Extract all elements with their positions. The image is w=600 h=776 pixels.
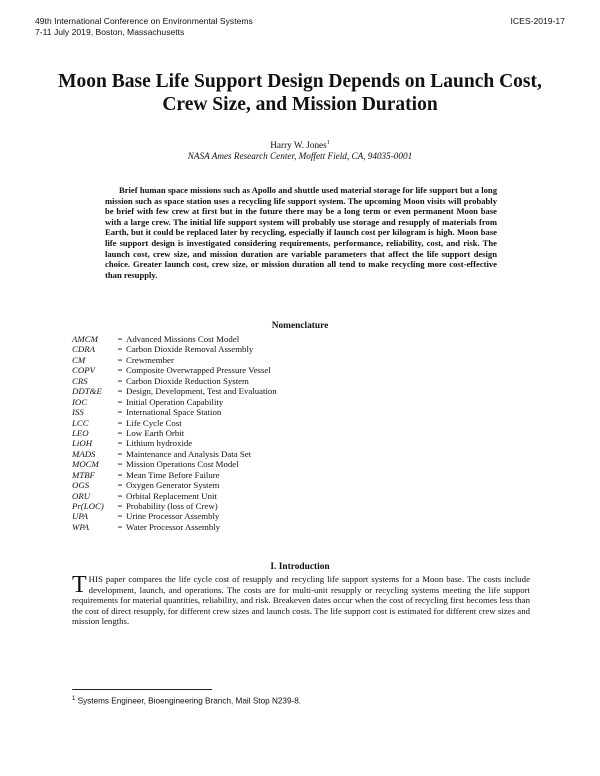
nomenclature-equals: = xyxy=(117,448,123,459)
nomenclature-definition: Low Earth Orbit xyxy=(126,427,185,438)
paper-title xyxy=(40,70,560,116)
nomenclature-definition: Oxygen Generator System xyxy=(126,480,220,491)
introduction-heading: I. Introduction xyxy=(270,562,330,572)
nomenclature-equals: = xyxy=(117,417,123,428)
nomenclature-definition: Lithium hydroxide xyxy=(126,438,193,449)
nomenclature-equals: = xyxy=(117,427,123,438)
nomenclature-equals: = xyxy=(117,334,123,344)
nomenclature-definition: Urine Processor Assembly xyxy=(126,511,220,522)
nomenclature-equals: = xyxy=(117,438,123,449)
author-affiliation: NASA Ames Research Center, Moffett Field, CA, 94035-0001 xyxy=(187,151,413,162)
nomenclature-row xyxy=(72,355,277,365)
abstract: Brief human space missions such as Apollo and shuttle used material storage for life support but a long mission such as space station uses a recycling life support system. The upcoming Moon visits will probably be brief with few crew at first but in the future there may be a long term or even permanent Moon base with a large crew. The initial life support system will probably use storage and resupply of materials from Earth, but it could be replaced later by recycling, especially if launch cost per kilogram is high. Moon base life support design is investigated considering requirements, performance, reliability, cost, and risk. The launch cost, crew size, and mission duration are variable parameters that affect the life support design choice. Greater launch cost, crew size, or mission duration all tend to make recycling more cost-effective than resupply. xyxy=(105,185,497,280)
footnote-text: Systems Engineer, Bioengineering Branch, Mail Stop N239-8. xyxy=(77,696,302,706)
nomenclature-equals: = xyxy=(117,375,123,386)
nomenclature-abbreviation: AMCM xyxy=(72,334,98,344)
nomenclature-abbreviation: WPA xyxy=(72,521,89,532)
nomenclature-equals: = xyxy=(117,396,123,407)
nomenclature-definition: Carbon Dioxide Reduction System xyxy=(126,375,249,386)
nomenclature-definition: Water Processor Assembly xyxy=(126,521,221,532)
nomenclature-equals: = xyxy=(117,469,123,480)
nomenclature-equals: = xyxy=(117,480,123,491)
nomenclature-heading: Nomenclature xyxy=(271,321,329,331)
nomenclature-abbreviation: MADS xyxy=(72,448,96,459)
nomenclature-definition: Advanced Missions Cost Model xyxy=(126,334,240,344)
nomenclature-equals: = xyxy=(117,354,123,365)
nomenclature-equals: = xyxy=(117,459,123,470)
nomenclature-row xyxy=(72,407,277,417)
nomenclature-definition: International Space Station xyxy=(126,407,222,418)
nomenclature-row xyxy=(72,438,277,448)
nomenclature-equals: = xyxy=(117,365,123,376)
nomenclature-row xyxy=(72,365,277,375)
nomenclature-row xyxy=(72,511,277,521)
nomenclature-definition: Maintenance and Analysis Data Set xyxy=(126,448,252,459)
drop-cap: T xyxy=(72,572,87,598)
nomenclature-equals: = xyxy=(117,407,123,418)
conference-name: 49th International Conference on Environmental Systems xyxy=(35,16,253,26)
footnote xyxy=(72,696,301,706)
nomenclature-abbreviation: ISS xyxy=(72,407,84,418)
nomenclature-abbreviation: DDT&E xyxy=(72,386,102,397)
nomenclature-row xyxy=(72,397,277,407)
conference-header xyxy=(35,16,253,38)
nomenclature-list xyxy=(72,334,277,532)
nomenclature-definition: Crewmember xyxy=(126,354,174,365)
nomenclature-definition: Mean Time Before Failure xyxy=(126,469,220,480)
nomenclature-equals: = xyxy=(117,501,123,511)
nomenclature-abbreviation: MOCM xyxy=(72,459,99,470)
nomenclature-abbreviation: IOC xyxy=(72,396,88,407)
nomenclature-row xyxy=(72,459,277,469)
nomenclature-row xyxy=(72,386,277,396)
nomenclature-definition: Probability (loss of Crew) xyxy=(126,501,218,511)
introduction-body: HIS paper compares the life cycle cost of resupply and recycling life support systems for a Moon base. The costs include development, launch, and operations. The costs are for multi-unit resupply or recycling systems meeting the life support requirements for material quantities, reliability, and risk. Breakeven dates occur when the cost of recycling first becomes less than the cost of direct resupply, for different crew sizes and launch costs. The life support cost is estimated for different crew sizes and mission lengths. xyxy=(72,574,530,627)
nomenclature-abbreviation: MTBF xyxy=(72,469,95,480)
nomenclature-row xyxy=(72,376,277,386)
nomenclature-row xyxy=(72,491,277,501)
title-line-2b: , and Mission Duration xyxy=(245,94,438,115)
introduction-paragraph xyxy=(72,574,530,627)
nomenclature-row xyxy=(72,428,277,438)
conference-dates: 7-11 July 2019, Boston, Massachusetts xyxy=(35,27,185,37)
author-name-line xyxy=(0,138,600,151)
nomenclature-equals: = xyxy=(117,344,123,355)
nomenclature-row xyxy=(72,522,277,532)
title-line-1: Moon Base Life Support Design Depends on Launch Cost, xyxy=(58,71,542,92)
author-footnote-mark: 1 xyxy=(326,140,330,146)
nomenclature-definition: Design, Development, Test and Evaluation xyxy=(126,386,277,397)
nomenclature-equals: = xyxy=(117,490,123,501)
nomenclature-definition: Carbon Dioxide Removal Assembly xyxy=(126,344,254,355)
nomenclature-row xyxy=(72,501,277,511)
nomenclature-abbreviation: OGS xyxy=(72,480,90,491)
nomenclature-row xyxy=(72,470,277,480)
nomenclature-equals: = xyxy=(117,386,123,397)
nomenclature-definition: Initial Operation Capability xyxy=(126,396,224,407)
nomenclature-definition: Mission Operations Cost Model xyxy=(126,459,239,470)
footnote-mark: 1 xyxy=(72,696,76,702)
nomenclature-abbreviation: LCC xyxy=(72,417,89,428)
nomenclature-abbreviation: CM xyxy=(72,354,86,365)
footnote-divider xyxy=(72,689,212,690)
nomenclature-equals: = xyxy=(117,511,123,522)
title-line-2 xyxy=(40,93,560,116)
nomenclature-definition: Orbital Replacement Unit xyxy=(126,490,217,501)
title-line-2a: Crew Size xyxy=(162,94,246,115)
nomenclature-definition: Life Cycle Cost xyxy=(126,417,182,428)
nomenclature-row xyxy=(72,334,277,344)
paper-id: ICES-2019-17 xyxy=(510,16,565,26)
nomenclature-abbreviation: LEO xyxy=(72,427,89,438)
author-name: Harry W. Jones xyxy=(270,140,327,151)
nomenclature-row xyxy=(72,344,277,354)
nomenclature-abbreviation: LiOH xyxy=(72,438,93,449)
nomenclature-equals: = xyxy=(117,521,123,532)
nomenclature-row xyxy=(72,418,277,428)
nomenclature-abbreviation: CDRA xyxy=(72,344,95,355)
nomenclature-abbreviation: Pr(LOC) xyxy=(72,501,104,511)
nomenclature-abbreviation: UPA xyxy=(72,511,88,522)
nomenclature-definition: Composite Overwrapped Pressure Vessel xyxy=(126,365,271,376)
nomenclature-abbreviation: CRS xyxy=(72,375,88,386)
nomenclature-abbreviation: COPV xyxy=(72,365,95,376)
nomenclature-row xyxy=(72,480,277,490)
nomenclature-abbreviation: ORU xyxy=(72,490,91,501)
nomenclature-row xyxy=(72,449,277,459)
author-block xyxy=(0,138,600,162)
